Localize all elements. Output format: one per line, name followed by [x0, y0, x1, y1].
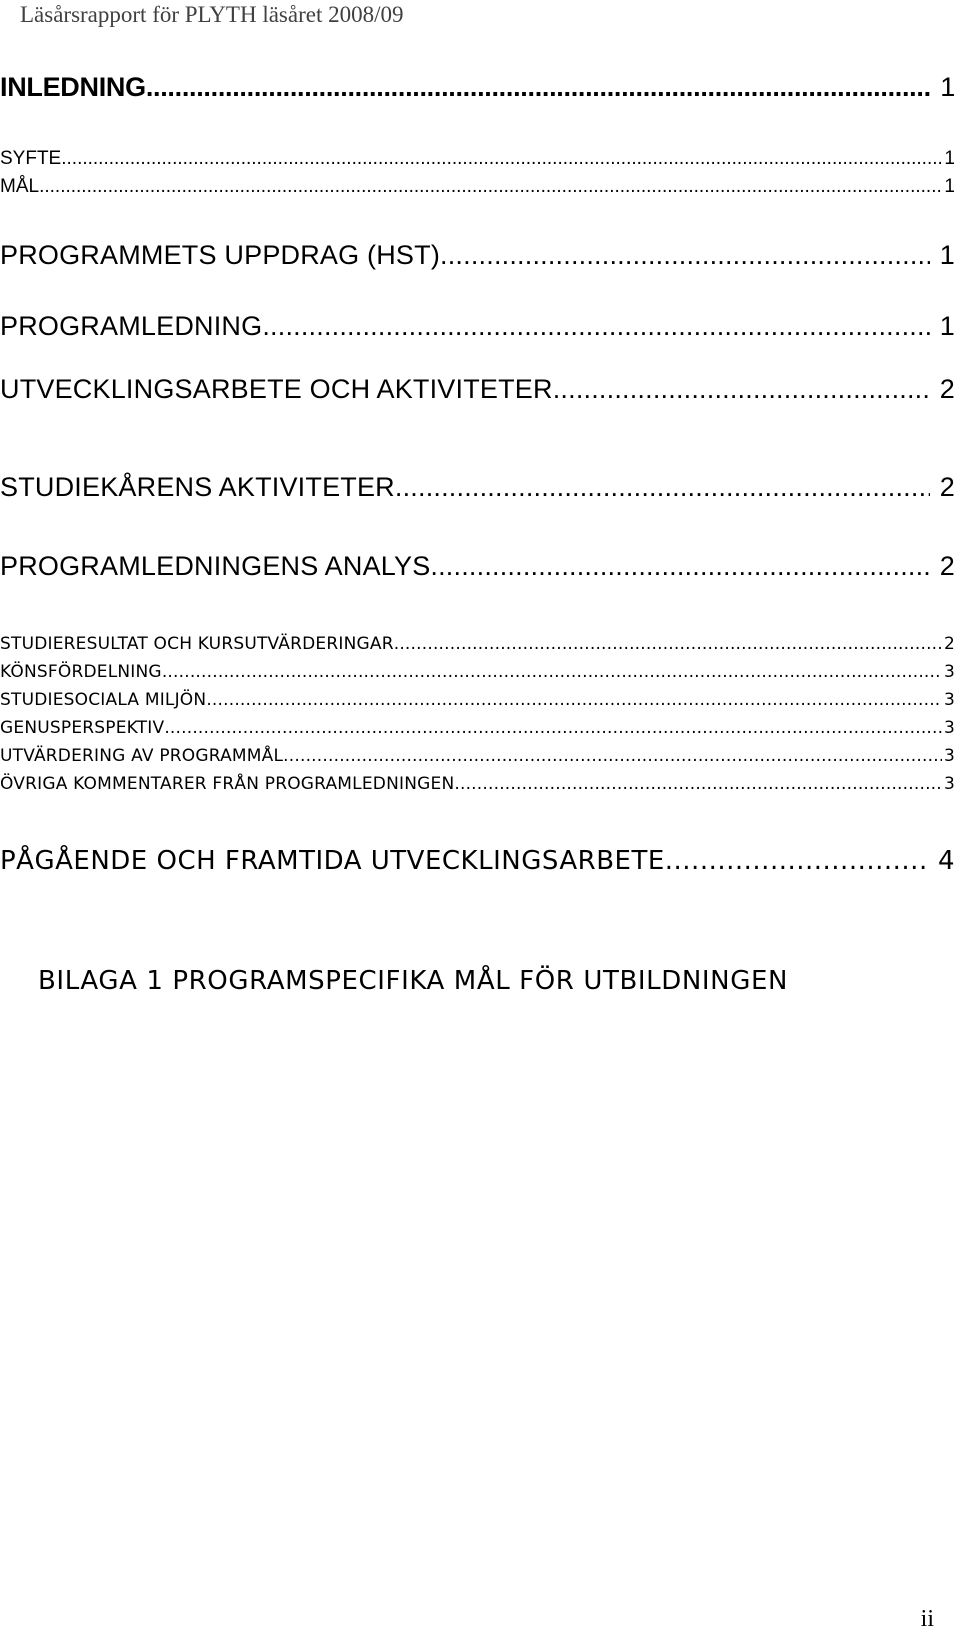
toc-entry-label: PROGRAMLEDNING: [0, 311, 263, 341]
toc-entry-programledningens-analys[interactable]: [0, 551, 955, 582]
toc-dot-leader: [283, 746, 942, 766]
toc-dot-leader: [440, 240, 930, 271]
toc-dot-leader: [430, 551, 929, 582]
toc-dot-leader: [553, 374, 930, 405]
toc-entry-label: ÖVRIGA KOMMENTARER FRÅN PROGRAMLEDNINGEN: [0, 774, 455, 794]
toc-entry-page: 1: [939, 311, 955, 341]
page-number: ii: [920, 1606, 934, 1632]
toc-dot-leader: [206, 690, 942, 710]
toc-dot-leader: [162, 662, 942, 682]
toc-entry-konsfordelning[interactable]: [0, 662, 955, 682]
toc-entry-page: 1: [944, 148, 955, 169]
toc-entry-page: 2: [943, 634, 955, 654]
toc-dot-leader: [395, 472, 930, 503]
toc-entry-page: 3: [943, 718, 955, 738]
toc-entry-label: MÅL: [0, 176, 40, 197]
toc-entry-programledning[interactable]: [0, 311, 955, 342]
toc-entry-page: 2: [939, 551, 955, 581]
toc-entry-label: SYFTE: [0, 148, 62, 169]
toc-entry-programmets-uppdrag[interactable]: [0, 240, 955, 271]
toc-entry-label: STUDIEKÅRENS AKTIVITETER: [0, 472, 395, 502]
toc-entry-page: 4: [937, 846, 955, 876]
toc-dot-leader: [164, 718, 942, 738]
toc-entry-syfte[interactable]: [0, 148, 955, 170]
toc-dot-leader: [454, 774, 942, 794]
toc-entry-label: UTVÄRDERING AV PROGRAMMÅL: [0, 746, 284, 766]
toc-entry-label: PÅGÅENDE OCH FRAMTIDA UTVECKLINGSARBETE: [0, 846, 665, 876]
toc-entry-pagaende-utvecklingsarbete[interactable]: [0, 846, 955, 876]
toc-dot-leader: [262, 311, 929, 342]
toc-entry-label: STUDIESOCIALA MILJÖN: [0, 690, 207, 710]
toc-entry-page: 3: [943, 746, 955, 766]
toc-entry-ovriga-kommentarer[interactable]: [0, 774, 955, 794]
toc-entry-studieresultat[interactable]: [0, 634, 955, 654]
toc-entry-utvardering-av-programmal[interactable]: [0, 746, 955, 766]
toc-entry-page: 3: [943, 774, 955, 794]
toc-entry-page: 2: [939, 374, 955, 404]
toc-dot-leader: [665, 846, 928, 876]
toc-appendix-entry[interactable]: BILAGA 1 PROGRAMSPECIFIKA MÅL FÖR UTBILDNINGEN: [38, 966, 789, 996]
toc-entry-label: UTVECKLINGSARBETE OCH AKTIVITETER: [0, 374, 553, 404]
toc-entry-page: 1: [944, 176, 955, 197]
toc-dot-leader: [61, 148, 942, 170]
running-header: Läsårsrapport för PLYTH läsåret 2008/09: [20, 2, 404, 27]
toc-dot-leader: [146, 72, 930, 103]
toc-entry-page: 1: [940, 72, 955, 102]
toc-dot-leader: [39, 176, 942, 198]
toc-entry-label: INLEDNING: [0, 72, 146, 102]
toc-entry-page: 1: [939, 240, 955, 270]
toc-entry-page: 2: [939, 472, 955, 502]
toc-entry-mal[interactable]: [0, 176, 955, 198]
toc-entry-label: KÖNSFÖRDELNING: [0, 662, 162, 682]
toc-dot-leader: [394, 634, 942, 654]
toc-entry-page: 3: [943, 690, 955, 710]
toc-entry-label: PROGRAMLEDNINGENS ANALYS: [0, 551, 431, 581]
toc-entry-genusperspektiv[interactable]: [0, 718, 955, 738]
toc-entry-studiesociala-miljon[interactable]: [0, 690, 955, 710]
toc-entry-inledning[interactable]: [0, 72, 955, 103]
toc-entry-page: 3: [943, 662, 955, 682]
toc-entry-label: PROGRAMMETS UPPDRAG (HST): [0, 240, 441, 270]
toc-entry-label: GENUSPERSPEKTIV: [0, 718, 165, 738]
toc-entry-studiekarens-aktiviteter[interactable]: [0, 472, 955, 503]
toc-entry-utvecklingsarbete[interactable]: [0, 374, 955, 405]
toc-entry-label: STUDIERESULTAT OCH KURSUTVÄRDERINGAR: [0, 634, 394, 654]
